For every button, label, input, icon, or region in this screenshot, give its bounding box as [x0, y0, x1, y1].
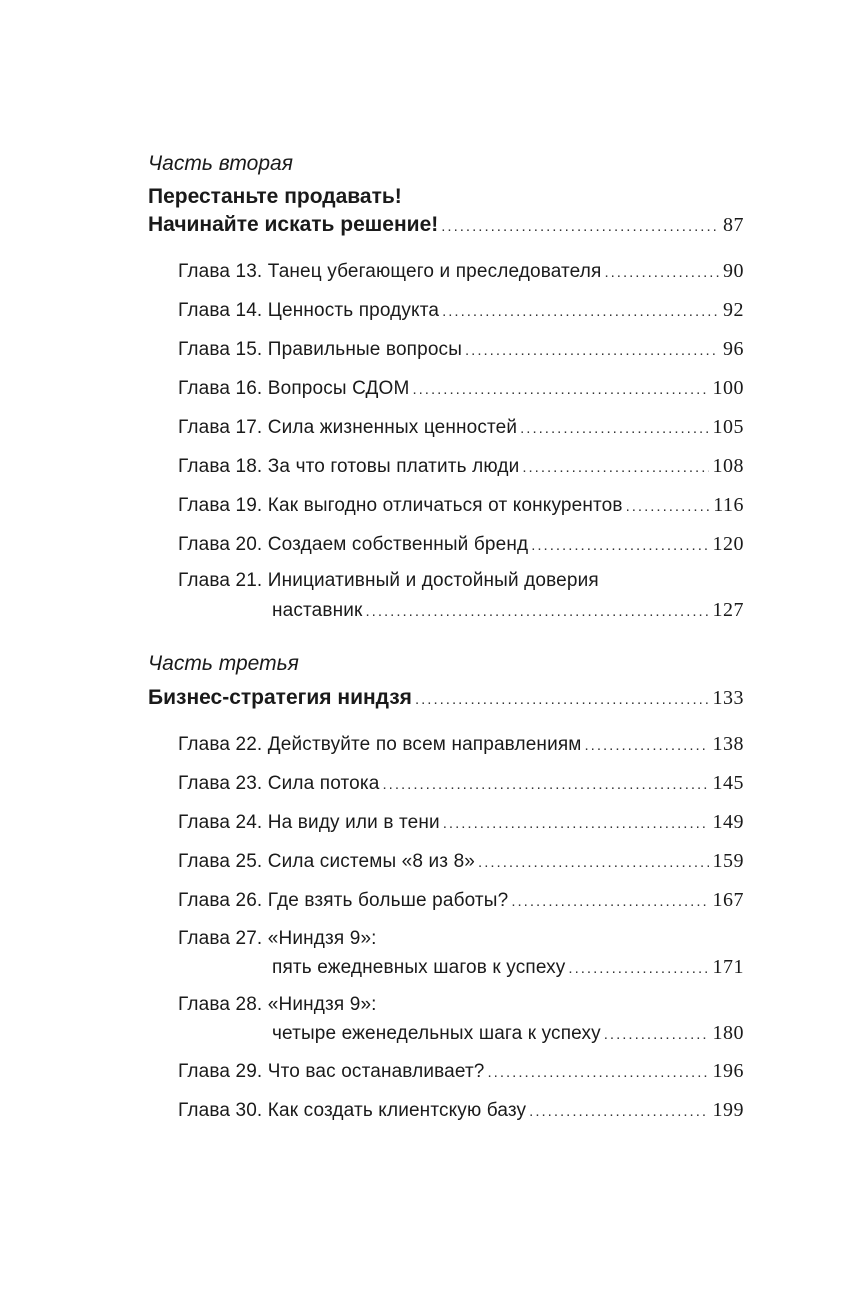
- dot-leader: [443, 812, 709, 836]
- chapter-title: наставник: [272, 600, 363, 621]
- chapter-title-line: Глава 27. «Ниндзя 9»:: [178, 928, 377, 949]
- toc-entry[interactable]: [272, 598, 744, 624]
- chapter-title: Глава 29. Что вас останавливает?: [178, 1061, 485, 1082]
- page-number: 133: [712, 687, 744, 709]
- part-title: Начинайте искать решение!: [148, 213, 439, 236]
- dot-leader: [604, 1023, 709, 1047]
- dot-leader: [520, 417, 708, 441]
- page-number: 149: [712, 811, 744, 833]
- dot-leader: [365, 600, 708, 624]
- chapter-title: Глава 15. Правильные вопросы: [178, 339, 462, 360]
- dot-leader: [478, 851, 708, 875]
- dot-leader: [604, 261, 719, 285]
- chapter-title: четыре еженедельных шага к успеху: [272, 1023, 601, 1044]
- dot-leader: [465, 339, 719, 363]
- toc-entry[interactable]: [178, 810, 744, 836]
- page-number: 92: [723, 299, 744, 321]
- toc-entry[interactable]: [178, 849, 744, 875]
- page-number: 138: [712, 733, 744, 755]
- page-number: 199: [712, 1099, 744, 1121]
- toc-entry[interactable]: [178, 732, 744, 758]
- toc-entry[interactable]: [178, 771, 744, 797]
- dot-leader: [511, 890, 708, 914]
- dot-leader: [488, 1061, 709, 1085]
- chapter-title-line: Глава 28. «Ниндзя 9»:: [178, 994, 377, 1015]
- chapter-title: Глава 14. Ценность продукта: [178, 300, 440, 321]
- chapter-title-line: Глава 21. Инициативный и достойный доверия: [178, 570, 599, 591]
- toc-entry[interactable]: [178, 454, 744, 480]
- page-number: 116: [713, 494, 744, 516]
- toc-entry[interactable]: [178, 888, 744, 914]
- chapter-title: Глава 16. Вопросы СДОМ: [178, 378, 410, 399]
- toc-entry[interactable]: [178, 532, 744, 558]
- part-title-line: Перестаньте продавать!: [148, 185, 402, 208]
- dot-leader: [531, 534, 708, 558]
- chapter-title: Глава 20. Создаем собственный бренд: [178, 534, 529, 555]
- dot-leader: [383, 773, 709, 797]
- dot-leader: [441, 215, 719, 239]
- chapter-title: Глава 19. Как выгодно отличаться от конкурентов: [178, 495, 623, 516]
- chapter-title: Глава 24. На виду или в тени: [178, 812, 440, 833]
- toc-entry[interactable]: [272, 1021, 744, 1047]
- dot-leader: [568, 957, 708, 981]
- toc-entry[interactable]: [178, 298, 744, 324]
- page-number: 196: [712, 1060, 744, 1082]
- chapter-title: Глава 26. Где взять больше работы?: [178, 890, 509, 911]
- toc-entry[interactable]: [178, 493, 744, 519]
- toc-entry[interactable]: [272, 955, 744, 981]
- page-number: 180: [712, 1022, 744, 1044]
- chapter-title: Глава 13. Танец убегающего и преследователя: [178, 261, 602, 282]
- toc-entry[interactable]: [178, 1098, 744, 1124]
- page-number: 87: [723, 214, 744, 236]
- page-number: 127: [712, 599, 744, 621]
- dot-leader: [626, 495, 710, 519]
- toc-entry[interactable]: [178, 259, 744, 285]
- chapter-title: Глава 18. За что готовы платить люди: [178, 456, 520, 477]
- toc-part-entry[interactable]: [148, 686, 744, 712]
- page-number: 167: [712, 889, 744, 911]
- part-title: Бизнес-стратегия ниндзя: [148, 686, 412, 709]
- page-number: 145: [712, 772, 744, 794]
- page-number: 120: [712, 533, 744, 555]
- chapter-title: Глава 30. Как создать клиентскую базу: [178, 1100, 527, 1121]
- chapter-title: Глава 17. Сила жизненных ценностей: [178, 417, 518, 438]
- page-number: 159: [712, 850, 744, 872]
- chapter-title: Глава 25. Сила системы «8 из 8»: [178, 851, 476, 872]
- page-number: 96: [723, 338, 744, 360]
- dot-leader: [522, 456, 708, 480]
- page-number: 100: [712, 377, 744, 399]
- chapter-title: пять ежедневных шагов к успеху: [272, 957, 566, 978]
- page-number: 105: [712, 416, 744, 438]
- toc-entry[interactable]: [178, 337, 744, 363]
- page-number: 171: [712, 956, 744, 978]
- toc-entry[interactable]: [178, 376, 744, 402]
- toc-part-entry[interactable]: [148, 213, 744, 239]
- part-label: Часть третья: [148, 652, 299, 675]
- dot-leader: [529, 1100, 708, 1124]
- dot-leader: [585, 734, 709, 758]
- dot-leader: [415, 688, 709, 712]
- toc-entry[interactable]: [178, 415, 744, 441]
- page-number: 108: [712, 455, 744, 477]
- part-label: Часть вторая: [148, 152, 293, 175]
- page-number: 90: [723, 260, 744, 282]
- chapter-title: Глава 23. Сила потока: [178, 773, 380, 794]
- dot-leader: [442, 300, 719, 324]
- toc-entry[interactable]: [178, 1059, 744, 1085]
- dot-leader: [412, 378, 708, 402]
- chapter-title: Глава 22. Действуйте по всем направлениям: [178, 734, 582, 755]
